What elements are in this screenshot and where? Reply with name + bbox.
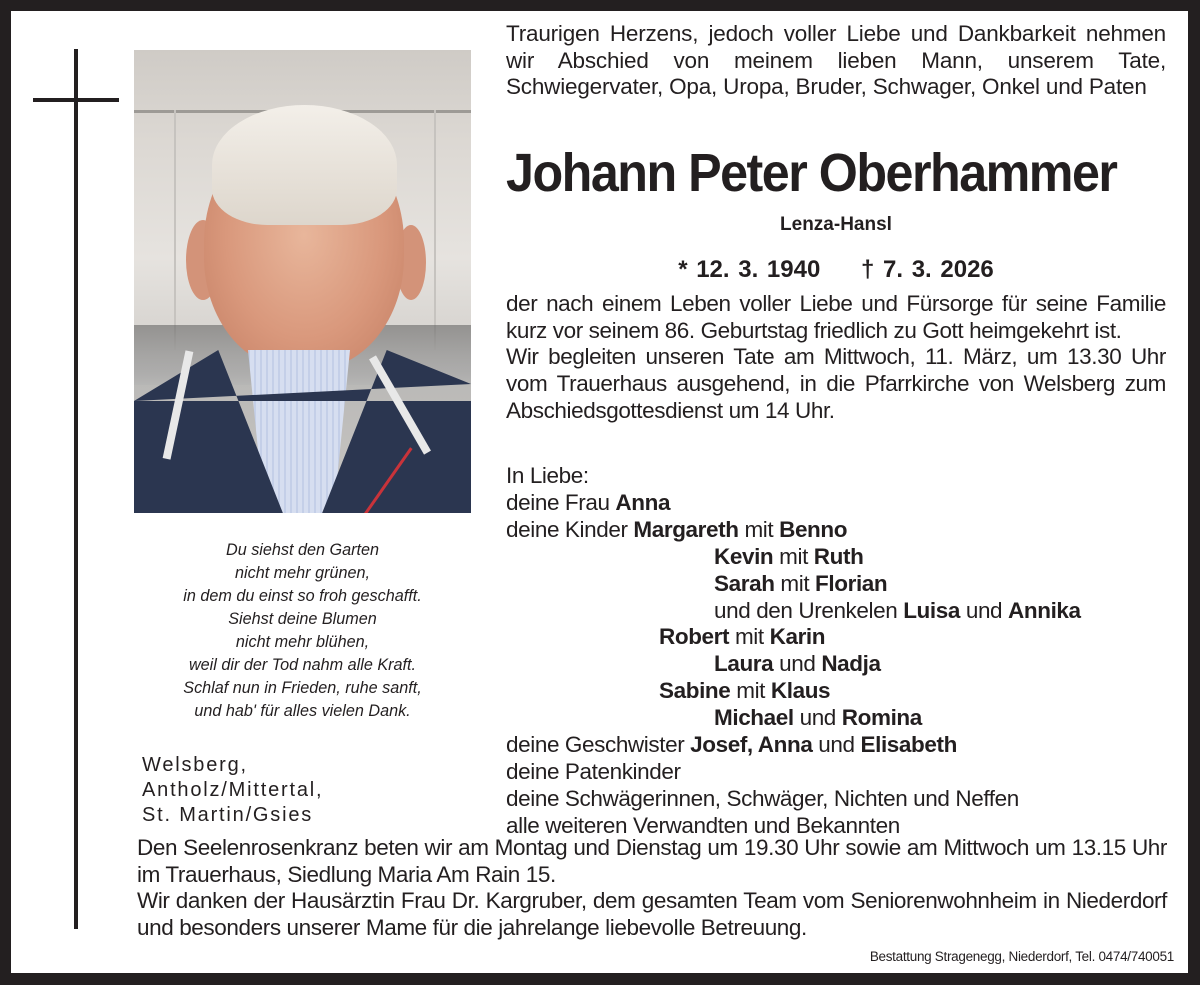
rosary-paragraph: Den Seelenrosenkranz beten wir am Montag und Dienstag um 19.30 Uhr sowie am Mittwoch um 13.15 Uhr im Trauerhaus, Siedlung Maria Am Rain 15. (137, 835, 1167, 887)
connector: und (793, 705, 842, 731)
mourner-name: Laura (714, 651, 774, 677)
intro-text: Traurigen Herzens, jedoch voller Liebe und Dankbarkeit nehmen wir Abschied von meinem lieben Mann, unserem Tate, Schwiegervater, Opa, Uropa, Bruder, Schwager, Onkel und Paten (506, 21, 1166, 99)
place-item: Antholz/Mittertal, (142, 779, 324, 801)
place-item: Welsberg, (142, 754, 248, 776)
mourner-name: Sabine (659, 678, 731, 704)
birth-date: * 12. 3. 1940 (678, 256, 821, 283)
poem-line: Du siehst den Garten (226, 541, 379, 559)
mourner-name: Klaus (770, 678, 831, 704)
poem-line: nicht mehr blühen, (235, 633, 370, 651)
mourner-child (506, 517, 1186, 544)
mourner-name: Sarah (714, 570, 775, 596)
photo-bg-tile (434, 110, 436, 350)
mourner-name: Benno (779, 516, 848, 542)
connector: und (959, 597, 1009, 623)
obituary-notice (11, 11, 1188, 973)
in-love-label: In Liebe: (506, 463, 589, 488)
connector: mit (774, 570, 816, 596)
poem-line: in dem du einst so froh geschafft. (183, 587, 422, 605)
body-paragraph: Wir begleiten unseren Tate am Mittwoch, 11. März, um 13.30 Uhr vom Trauerhaus ausgehend, in die Pfarrkirche von Welsberg zum Abschiedsgottesdienst um 14 Uhr. (506, 344, 1166, 423)
poem-line: weil dir der Tod nahm alle Kraft. (188, 656, 417, 674)
mourner-child (506, 678, 1186, 705)
mourner-name: Elisabeth (860, 732, 957, 758)
connector: mit (738, 516, 780, 542)
mourner-grandchild (506, 544, 1186, 571)
thanks-paragraph: Wir danken der Hausärztin Frau Dr. Kargruber, dem gesamten Team vom Seniorenwohnheim in Niederdorf und besonders unserer Mame für die jahrelange liebevolle Betreuung. (137, 888, 1167, 941)
poem-line: Siehst deine Blumen (228, 610, 377, 628)
relation-label: und den Urenkelen (714, 597, 904, 623)
memorial-poem (134, 539, 471, 723)
cross-horizontal-bar (33, 98, 119, 102)
deceased-name: Johann Peter Oberhammer (506, 143, 1117, 203)
portrait-photo (134, 50, 471, 513)
mourner-wife (506, 490, 1186, 517)
mourner-name: Josef, Anna (690, 732, 813, 758)
poem-line: und hab' für alles vielen Dank. (194, 702, 411, 720)
connector: und (773, 651, 822, 677)
mourner-others: alle weiteren Verwandten und Bekannten (506, 812, 900, 838)
mourner-name: Robert (659, 624, 730, 650)
photo-bg-tile (174, 110, 176, 350)
places-list (142, 753, 442, 828)
footer-text (137, 835, 1167, 942)
mourner-grandchild (506, 705, 1186, 732)
poem-line: Schlaf nun in Frieden, ruhe sanft, (183, 679, 422, 697)
life-dates (506, 256, 1166, 284)
mourner-name: Florian (815, 570, 888, 596)
mourner-grandchild (506, 571, 1186, 598)
mourner-godchildren: deine Patenkinder (506, 758, 681, 784)
mourner-name: Romina (841, 705, 922, 731)
announcement-body (506, 291, 1166, 425)
connector: und (812, 732, 861, 758)
mourner-name: Michael (714, 705, 794, 731)
photo-hair (212, 105, 397, 225)
mourner-greatgrandchildren (506, 598, 1186, 625)
mourner-name: Anna (615, 489, 671, 515)
relation-label: deine Frau (506, 489, 616, 515)
connector: mit (730, 678, 771, 704)
mourner-name: Annika (1008, 597, 1081, 623)
cross-vertical-bar (74, 49, 78, 929)
undertaker-credit: Bestattung Stragenegg, Niederdorf, Tel. 0474/740051 (869, 949, 1174, 964)
connector: mit (729, 624, 770, 650)
mourner-name: Margareth (633, 516, 739, 542)
death-date: † 7. 3. 2026 (861, 256, 994, 283)
mourner-name: Nadja (821, 651, 881, 677)
mourner-grandchild (506, 651, 1186, 678)
body-paragraph: der nach einem Leben voller Liebe und Fürsorge für seine Familie kurz vor seinem 86. Geburtstag friedlich zu Gott heimgekehrt ist. (506, 291, 1166, 343)
nickname: Lenza-Hansl (780, 214, 892, 235)
relation-label: deine Kinder (506, 516, 634, 542)
mourner-name: Luisa (903, 597, 960, 623)
mourner-name: Karin (769, 624, 826, 650)
poem-line: nicht mehr grünen, (235, 564, 370, 582)
mourner-child (506, 624, 1186, 651)
mourner-siblings (506, 732, 1186, 759)
mourner-name: Kevin (714, 543, 774, 569)
place-item: St. Martin/Gsies (142, 804, 314, 826)
relation-label: deine Geschwister (506, 732, 691, 758)
connector: mit (773, 543, 814, 569)
mourner-name: Ruth (813, 543, 864, 569)
mourners-list (506, 463, 1186, 840)
mourner-inlaws: deine Schwägerinnen, Schwäger, Nichten und Neffen (506, 785, 1019, 811)
